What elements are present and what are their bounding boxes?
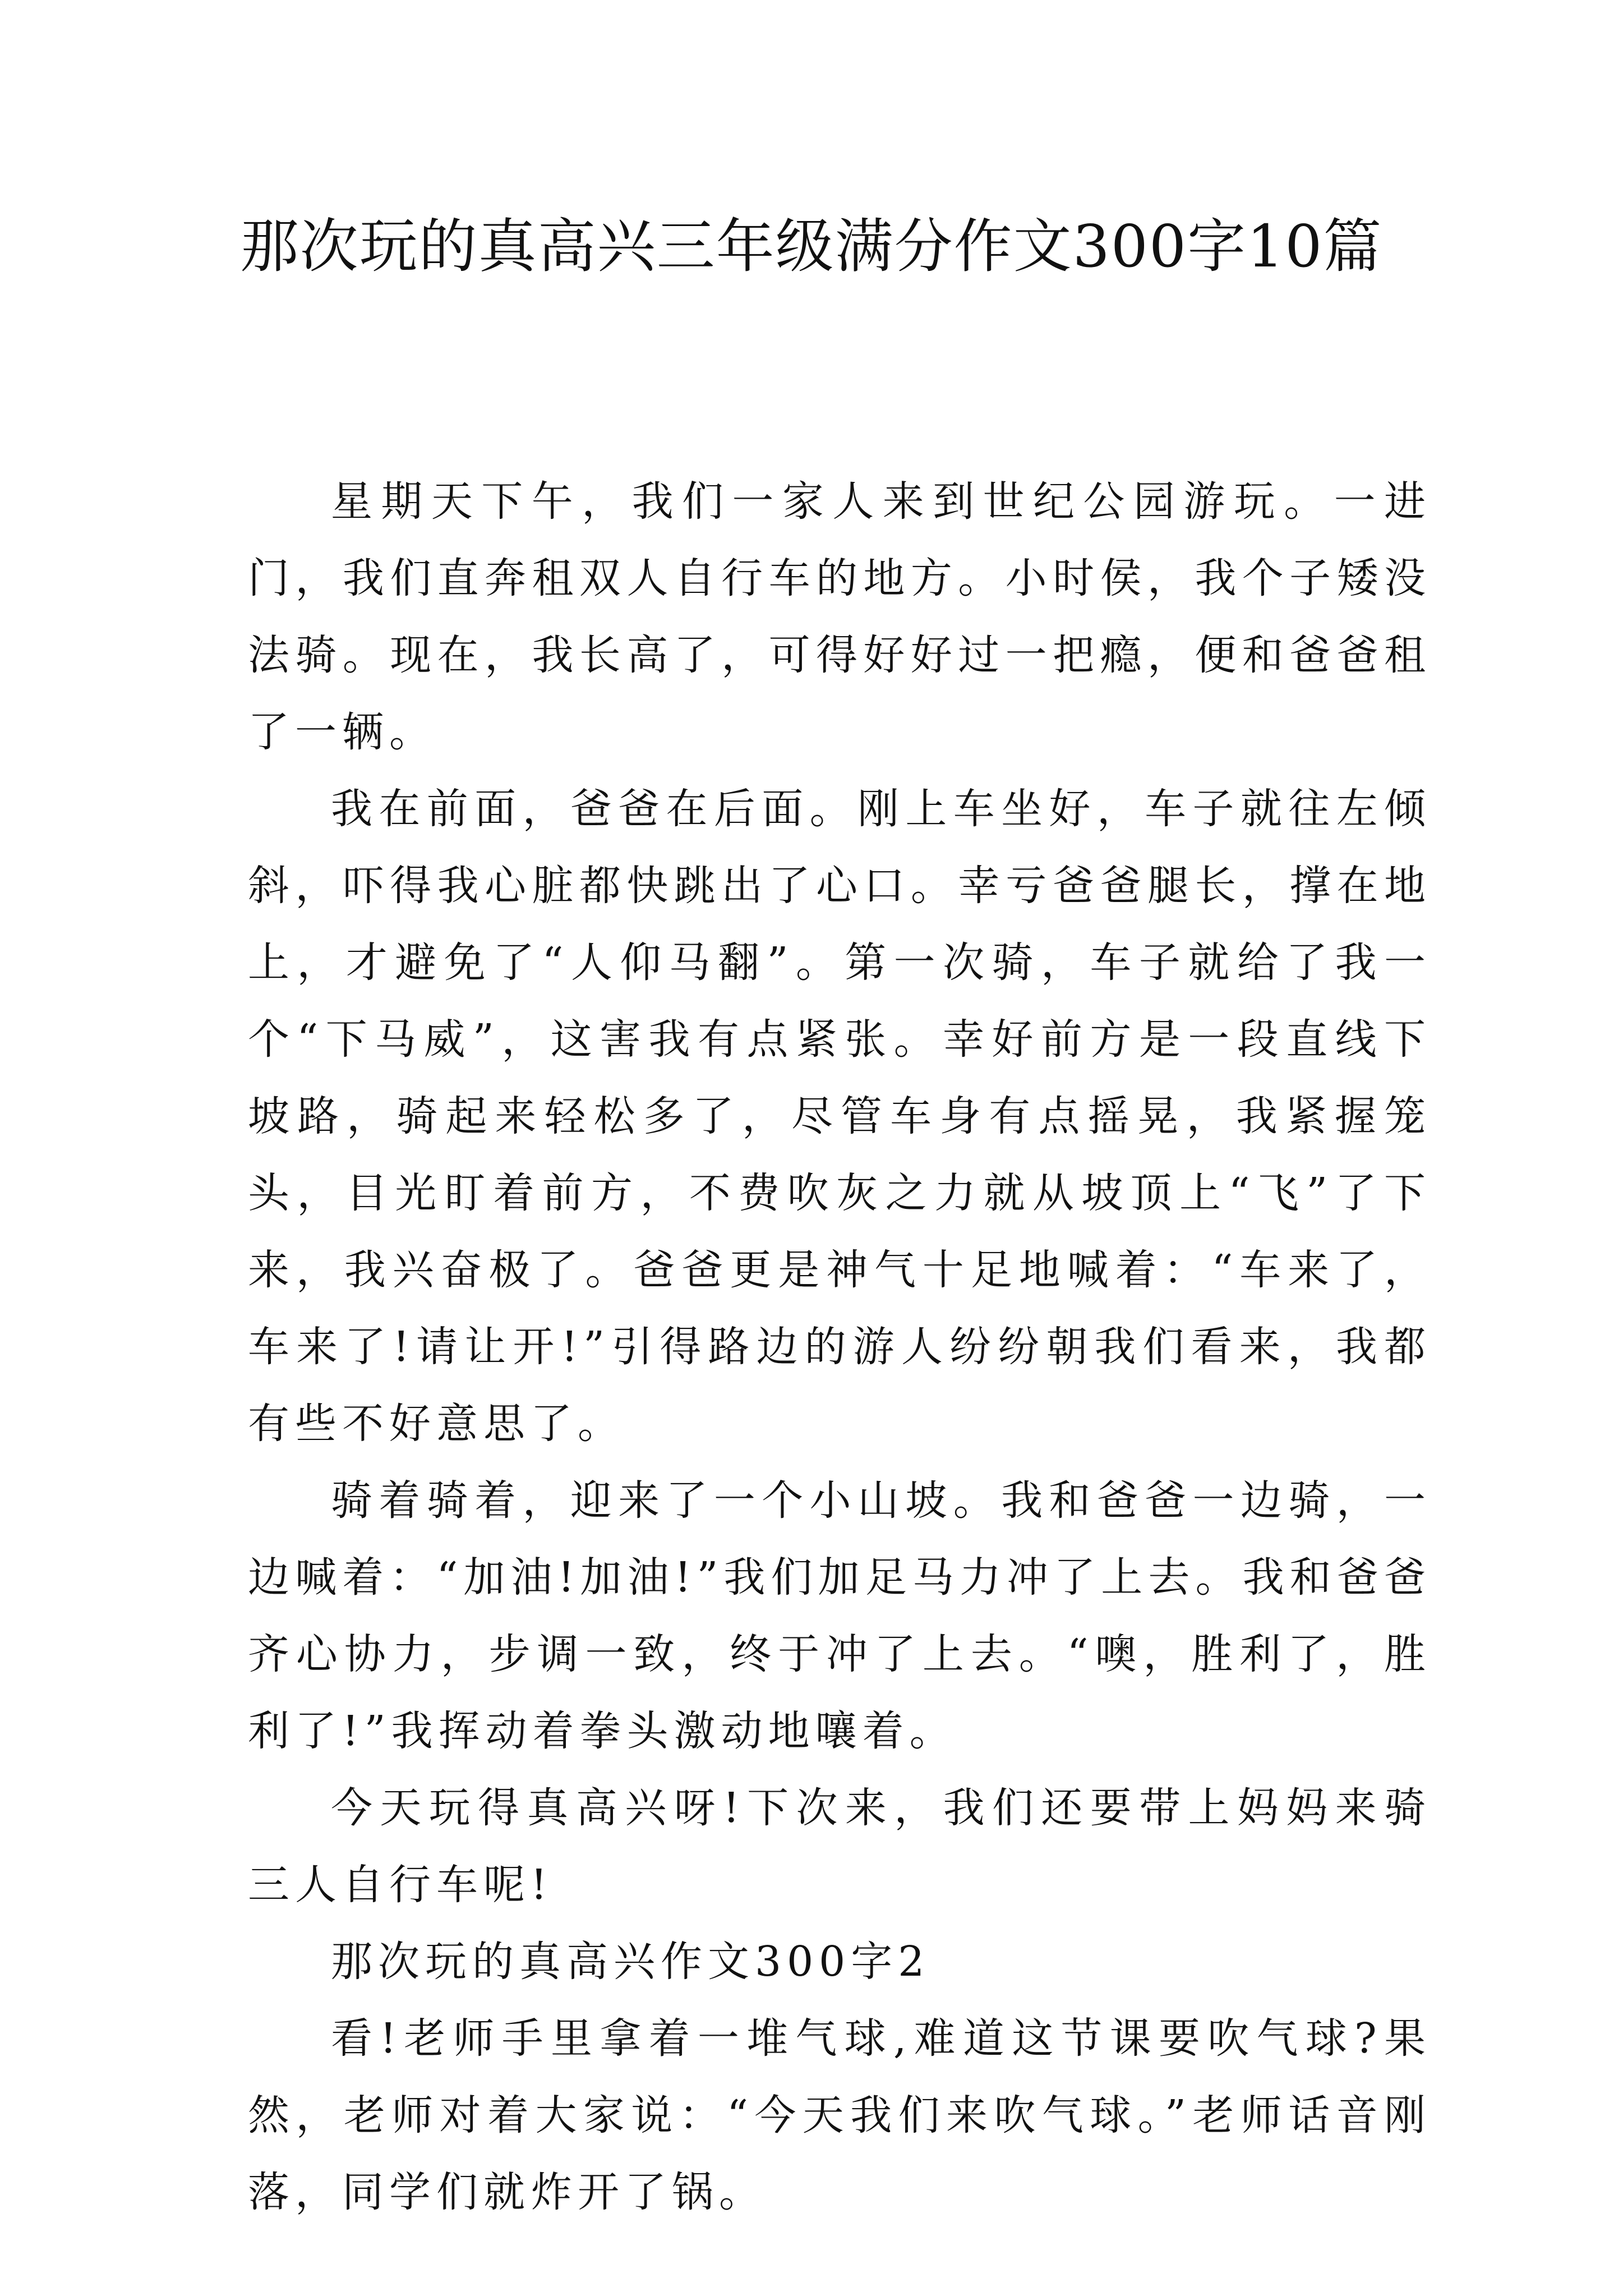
- paragraph: 看!老师手里拿着一堆气球,难道这节课要吹气球?果然，老师对着大家说：“今天我们来吹气球。”老师话音刚落，同学们就炸开了锅。: [248, 2014, 1431, 2216]
- document-title: 那次玩的真高兴三年级满分作文300字10篇: [240, 212, 1383, 280]
- document-body: [248, 463, 1431, 2231]
- paragraph: 我在前面，爸爸在后面。刚上车坐好，车子就往左倾斜，吓得我心脏都快跳出了心口。幸亏爸爸腿长，撑在地上，才避免了“人仰马翻”。第一次骑，车子就给了我一个“下马威”，这害我有点紧张。幸好前方是一段直线下坡路，骑起来轻松多了，尽管车身有点摇晃，我紧握笼头，目光盯着前方，不费吹灰之力就从坡顶上“飞”了下来，我兴奋极了。爸爸更是神气十足地喊着：“车来了，车来了!请让开!”引得路边的游人纷纷朝我们看来，我都有些不好意思了。: [248, 785, 1431, 1448]
- section-heading: 那次玩的真高兴作文300字2: [331, 1938, 930, 1986]
- paragraph: 今天玩得真高兴呀!下次来，我们还要带上妈妈来骑三人自行车呢!: [248, 1784, 1431, 1909]
- paragraph: 星期天下午，我们一家人来到世纪公园游玩。一进门，我们直奔租双人自行车的地方。小时侯，我个子矮没法骑。现在，我长高了，可得好好过一把瘾，便和爸爸租了一辆。: [248, 477, 1431, 756]
- paragraph: 骑着骑着，迎来了一个小山坡。我和爸爸一边骑，一边喊着：“加油!加油!”我们加足马力冲了上去。我和爸爸齐心协力，步调一致，终于冲了上去。“噢，胜利了，胜利了!”我挥动着拳头激动地嚷着。: [248, 1476, 1431, 1755]
